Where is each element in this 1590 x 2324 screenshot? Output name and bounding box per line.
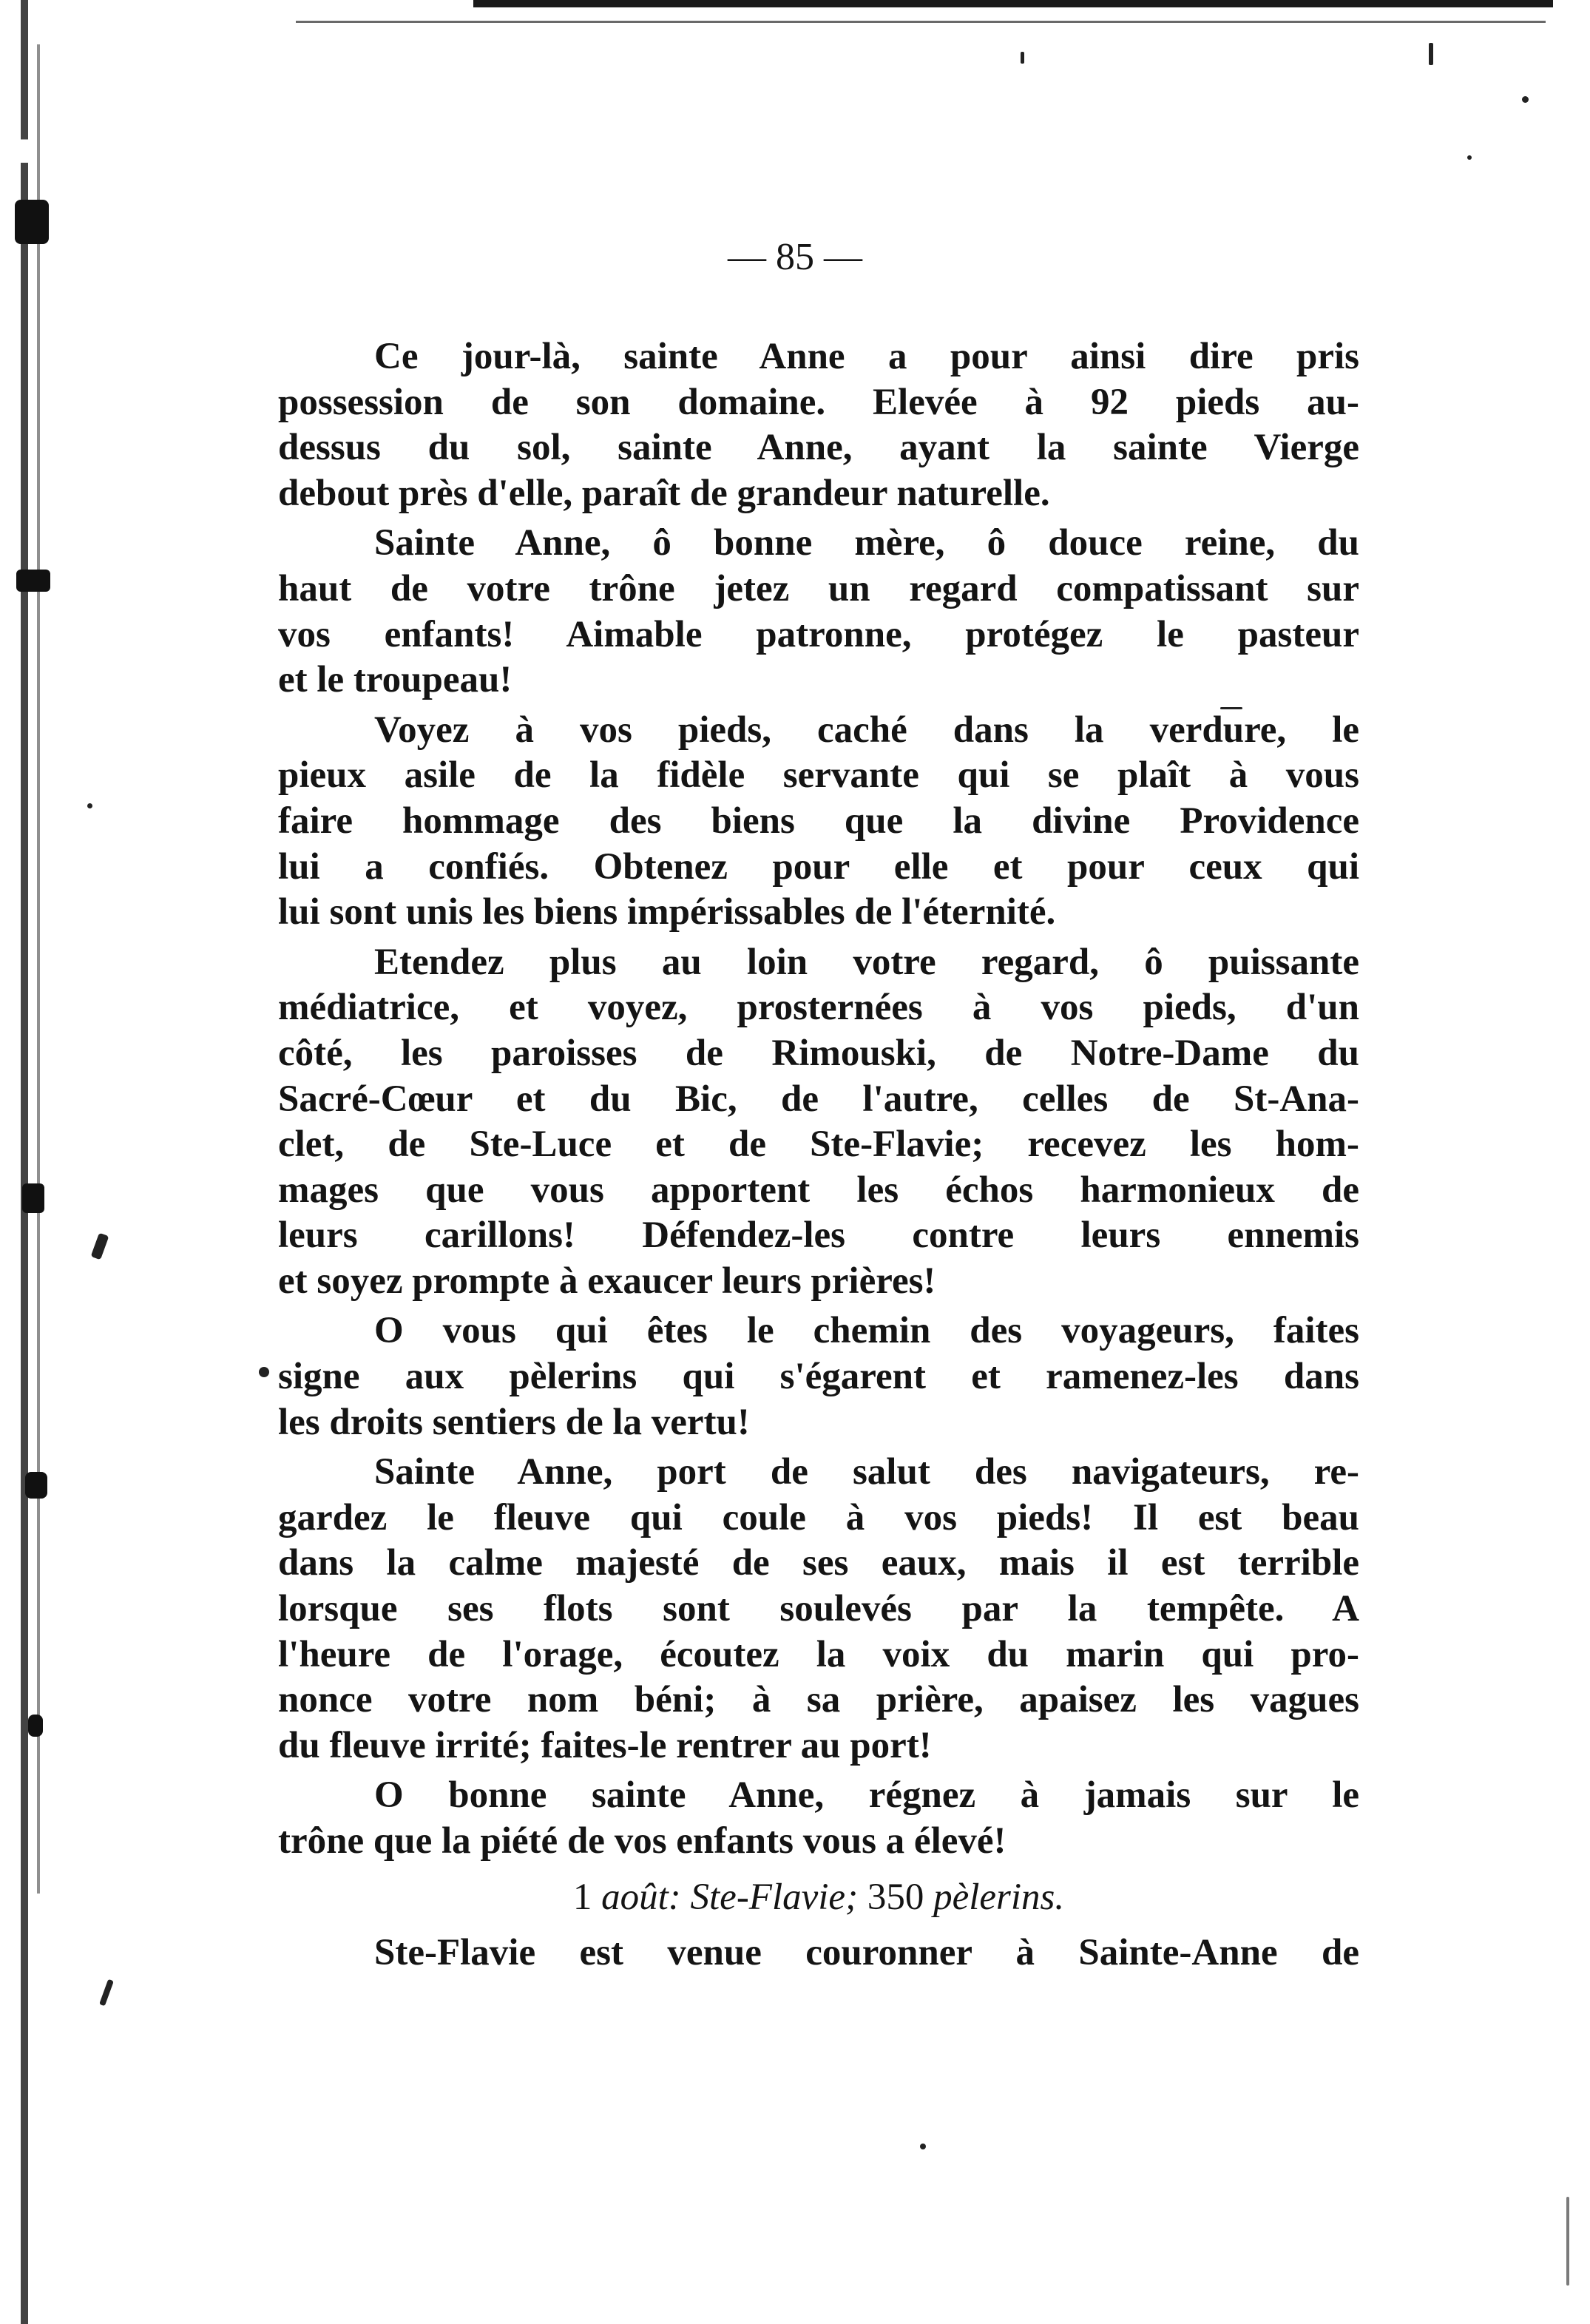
text-line: possession de son domaine. Elevée à 92 pieds au- [278,381,1359,423]
paragraph [278,1773,1359,1864]
scan-top-rule-thin [296,21,1546,23]
text-line: trône que la piété de vos enfants vous a élevé! [278,1820,1007,1862]
text-line: médiatrice, et voyez, prosternées à vos pieds, d'un [278,987,1359,1029]
scan-speck [1522,96,1529,103]
scan-top-rule [473,0,1553,7]
paragraph [278,1308,1359,1445]
text-line: du fleuve irrité; faites-le rentrer au port! [278,1724,932,1766]
scan-speck [99,1979,114,2007]
text-line: debout près d'elle, paraît de grandeur naturelle. [278,472,1050,514]
scan-speck [1021,52,1024,64]
scan-blot [22,1183,44,1213]
scan-speck [1566,2197,1569,2286]
paragraph [278,1931,1359,1976]
scan-speck [1467,155,1472,160]
heading-count: 350 [867,1876,924,1918]
text-line: dans la calme majesté de ses eaux, mais il est terrible [278,1542,1359,1584]
text-line: les droits sentiers de la vertu! [278,1401,750,1443]
text-line: clet, de Ste-Luce et de Ste-Flavie; recevez les hom- [278,1124,1359,1166]
text-line: Ste-Flavie est venue couronner à Sainte-Anne de [374,1932,1359,1974]
text-line: Etendez plus au loin votre regard, ô puissante [374,941,1359,983]
text-line: l'heure de l'orage, écoutez la voix du marin qui pro- [278,1633,1359,1675]
paragraph [278,1450,1359,1769]
text-line: Voyez à vos pieds, caché dans la verdure, le [374,709,1359,751]
text-line: lui a confiés. Obtenez pour elle et pour ceux qui [278,845,1359,888]
paragraph [278,334,1359,516]
scan-left-edge-line [37,44,40,1894]
text-line: O bonne sainte Anne, régnez à jamais sur le [374,1774,1359,1817]
text-line: Sacré-Cœur et du Bic, de l'autre, celles de St-Ana- [278,1078,1359,1120]
scan-blot [28,1715,43,1737]
text-line: pieux asile de la fidèle servante qui se plaît à vous [278,754,1359,797]
text-line: signe aux pèlerins qui s'égarent et ramenez-les dans [278,1356,1359,1398]
paragraph [278,940,1359,1305]
scan-speck [87,803,92,808]
text-line: gardez le fleuve qui coule à vos pieds! Il est beau [278,1496,1359,1538]
text-line: Sainte Anne, ô bonne mère, ô douce reine, du [374,522,1359,564]
scan-speck [91,1233,109,1260]
text-line: haut de votre trône jetez un regard compatissant sur [278,567,1359,609]
heading-pilgrims: pèlerins. [933,1876,1065,1918]
text-line: côté, les paroisses de Rimouski, de Notre-Dame du [278,1032,1359,1074]
body-text [278,334,1359,1981]
scan-speck [920,2144,926,2149]
text-line: nonce votre nom béni; à sa prière, apaisez les vagues [278,1679,1359,1721]
text-line: vos enfants! Aimable patronne, protégez le pasteur [278,613,1359,655]
text-line: leurs carillons! Défendez-les contre leurs ennemis [278,1215,1359,1257]
page-number: — 85 — [728,236,862,278]
scan-blot [25,1472,47,1499]
text-line: mages que vous apportent les échos harmonieux de [278,1169,1359,1211]
text-line: et soyez prompte à exaucer leurs prières! [278,1260,936,1302]
heading-number: 1 [572,1876,592,1918]
text-line: O vous qui êtes le chemin des voyageurs, faites [374,1310,1359,1352]
paragraph [278,521,1359,703]
text-line: lui sont unis les biens impérissables de l'éternité. [278,891,1056,933]
text-line: Sainte Anne, port de salut des navigateurs, re- [374,1451,1359,1493]
scan-blot [16,570,50,592]
paragraph [278,708,1359,936]
text-line: faire hommage des biens que la divine Providence [278,800,1359,842]
text-line: et le troupeau! [278,659,512,701]
text-line: lorsque ses flots sont soulevés par la tempête. A [278,1588,1359,1630]
pilgrimage-heading [278,1875,1359,1921]
scan-speck [259,1367,269,1377]
text-line: dessus du sol, sainte Anne, ayant la sainte Vierge [278,427,1359,469]
scan-speck [1429,43,1433,65]
heading-date-parish: août: Ste-Flavie; [601,1876,859,1918]
text-line: Ce jour-là, sainte Anne a pour ainsi dire pris [374,336,1359,377]
scan-left-edge [21,0,28,2324]
